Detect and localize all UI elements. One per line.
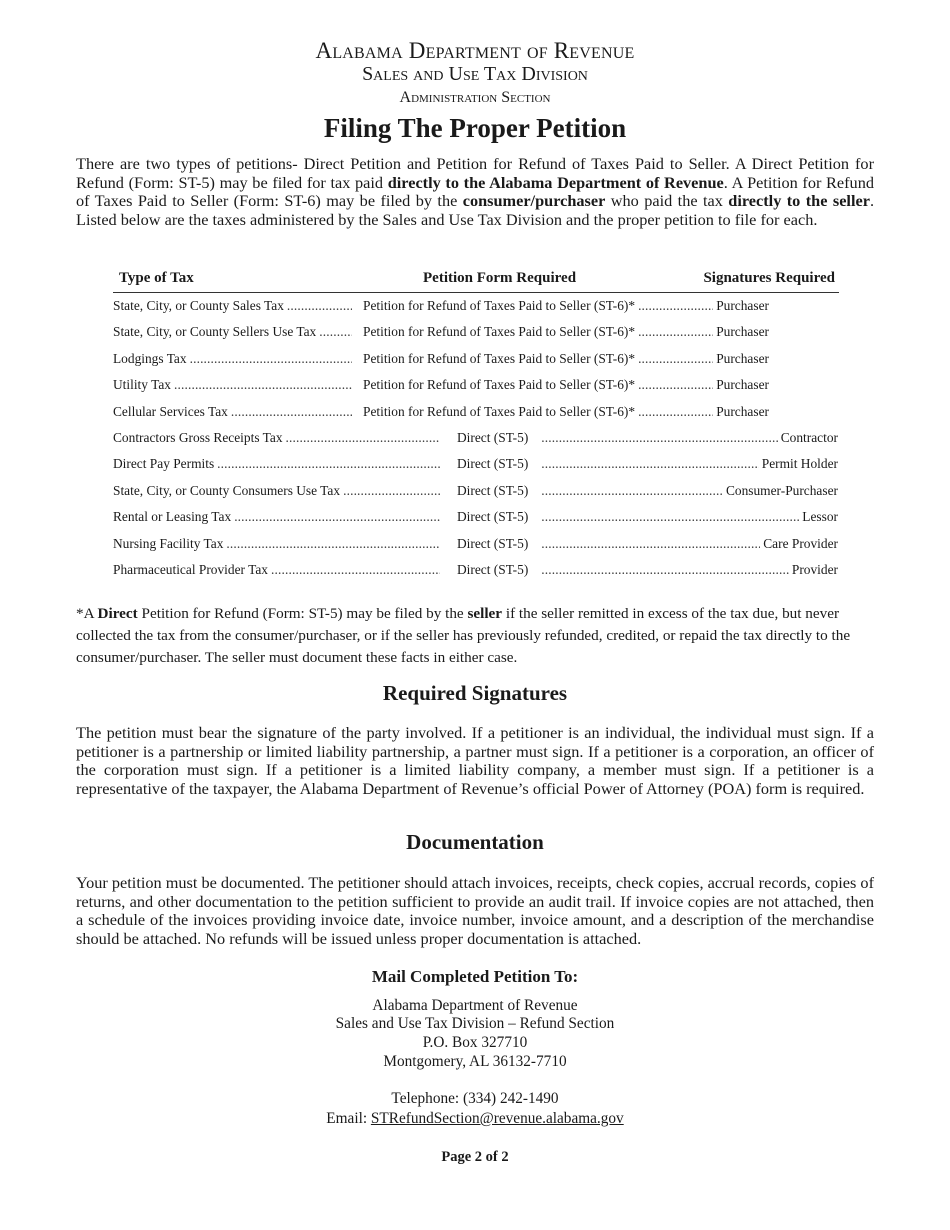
tax-type: Direct Pay Permits (113, 456, 215, 472)
tax-type: Lodgings Tax (113, 350, 187, 366)
header-petition-form: Petition Form Required (423, 270, 577, 286)
email-label: Email: (326, 1110, 371, 1127)
tax-type-cell (113, 349, 355, 369)
signature-required: Permit Holder (761, 456, 838, 472)
tax-type-cell (113, 428, 443, 448)
signature-required: Purchaser (716, 403, 769, 419)
tax-type: State, City, or County Sales Tax (113, 298, 284, 313)
petition-form-cell (363, 402, 769, 422)
dot-leader (541, 507, 799, 527)
dot-leader (226, 534, 440, 554)
agency-name: Alabama Department of Revenue (315, 38, 635, 63)
tax-type: State, City, or County Consumers Use Tax (113, 482, 341, 498)
dot-leader (190, 349, 352, 369)
dot-leader (638, 296, 713, 316)
signature-required: Provider (791, 562, 838, 577)
required-signatures-text: The petition must bear the signature of the party involved. If a petitioner is an individual, the individual must sign. If a petitioner is a partnership or limited liability partnership, a partner must sign. If a petitioner is a corporation, an officer of the corporation must sign. If a petitioner is a limited liability company, a member must sign. If a petitioner is a representative of the taxpayer, the Alabama Department of Revenue’s official Power of Attorney (POA) form is required. (76, 723, 874, 798)
table-row (113, 375, 839, 395)
petition-form-cell (363, 349, 769, 369)
dot-leader (271, 560, 440, 580)
header-signatures: Signatures Required (703, 270, 835, 286)
tax-type: Pharmaceutical Provider Tax (113, 562, 268, 577)
dot-leader (287, 296, 352, 316)
petition-form: Direct (ST-5) (457, 509, 529, 525)
dot-leader (541, 454, 758, 474)
petition-form-cell (363, 296, 769, 316)
table-row (113, 349, 839, 369)
petition-form-cell (457, 481, 838, 501)
tax-type-cell (113, 560, 443, 580)
petition-form: Petition for Refund of Taxes Paid to Seller (ST-6)* (363, 324, 636, 340)
dot-leader (217, 454, 440, 474)
petition-form: Direct (ST-5) (457, 535, 529, 551)
dot-leader (638, 349, 713, 369)
tax-type-cell (113, 534, 443, 554)
tax-type: Cellular Services Tax (113, 403, 228, 419)
signature-required: Purchaser (716, 324, 769, 340)
table-row (113, 560, 839, 580)
tax-type-cell (113, 481, 443, 501)
signature-required: Contractor (780, 430, 838, 445)
signature-required: Consumer-Purchaser (725, 482, 838, 498)
dot-leader (174, 375, 352, 395)
required-signatures-heading: Required Signatures (382, 681, 568, 705)
email-link[interactable]: STRefundSection@revenue.alabama.gov (370, 1110, 624, 1127)
dot-leader (231, 402, 352, 422)
dot-leader (638, 375, 713, 395)
signature-required: Purchaser (716, 298, 769, 313)
petition-form-cell (363, 375, 769, 395)
tax-type: Contractors Gross Receipts Tax (113, 430, 283, 445)
dot-leader (343, 481, 440, 501)
table-row (113, 296, 839, 316)
petition-form-cell (457, 534, 838, 554)
division-name: Sales and Use Tax Division (362, 63, 588, 85)
tax-type-cell (113, 296, 355, 316)
signature-required: Purchaser (716, 377, 769, 393)
petition-form-cell (457, 507, 838, 527)
petition-form: Direct (ST-5) (457, 456, 529, 472)
petition-form-cell (457, 428, 838, 448)
dot-leader (319, 322, 352, 342)
table-row (113, 402, 839, 422)
table-header (113, 270, 839, 293)
dot-leader (541, 560, 789, 580)
petition-form: Petition for Refund of Taxes Paid to Seller (ST-6)* (363, 377, 636, 393)
signature-required: Care Provider (763, 535, 838, 551)
documentation-text: Your petition must be documented. The petitioner should attach invoices, receipts, check copies, accrual records, copies of returns, and other documentation to the petition sufficient to provide an audit trail. If invoice copies are not attached, then a schedule of the invoices providing invoice date, invoice number, invoice amount, and a description of the merchandise should be attached. No refunds will be issued unless proper documentation is attached. (76, 873, 874, 948)
petition-form-cell (457, 560, 838, 580)
email-line (0, 1110, 950, 1128)
section-name: Administration Section (399, 89, 551, 106)
dot-leader (286, 428, 440, 448)
address-line-3: P.O. Box 327710 (422, 1034, 528, 1051)
intro-paragraph: There are two types of petitions- Direct Petition and Petition for Refund of Taxes Paid to Seller. A Direct Petition for Refund (Form: ST-5) may be filed for tax paid directly to the Alabama Department of Revenue. A Petition for Refund of Taxes Paid to Seller (Form: ST-6) may be filed by the consumer/purchaser who paid the tax directly to the seller. Listed below are the taxes administered by the Sales and Use Tax Division and the proper petition to file for each. (76, 154, 875, 229)
dot-leader (638, 322, 713, 342)
table-row (113, 454, 839, 474)
petition-form-cell (457, 454, 838, 474)
petition-form-cell (363, 322, 769, 342)
table-row (113, 507, 839, 527)
dot-leader (541, 481, 723, 501)
tax-type: Nursing Facility Tax (113, 535, 224, 551)
signature-required: Lessor (802, 509, 838, 525)
dot-leader (234, 507, 440, 527)
page-title: Filing The Proper Petition (323, 113, 627, 143)
tax-type-cell (113, 402, 355, 422)
address-line-4: Montgomery, AL 36132-7710 (383, 1053, 567, 1070)
tax-type: Utility Tax (113, 377, 171, 393)
footnote: *A Direct Petition for Refund (Form: ST-5) may be filed by the seller if the seller remitted in excess of the tax due, but never collected the tax from the consumer/purchaser, or if the seller has previously refunded, credited, or repaid the tax directly to the consumer/purchaser. The seller must document these facts in either case. (76, 605, 851, 666)
telephone: Telephone: (334) 242-1490 (391, 1090, 559, 1107)
petition-form: Petition for Refund of Taxes Paid to Seller (ST-6)* (363, 403, 636, 419)
dot-leader (638, 402, 713, 422)
petition-form: Petition for Refund of Taxes Paid to Seller (ST-6)* (363, 298, 636, 313)
address-line-2: Sales and Use Tax Division – Refund Section (335, 1015, 615, 1032)
table-row (113, 534, 839, 554)
dot-leader (541, 534, 760, 554)
tax-type-cell (113, 375, 355, 395)
petition-form: Direct (ST-5) (457, 562, 529, 577)
petition-form: Direct (ST-5) (457, 430, 529, 445)
tax-type: Rental or Leasing Tax (113, 509, 232, 525)
documentation-heading: Documentation (406, 830, 544, 854)
header-type-of-tax: Type of Tax (119, 270, 194, 286)
page-number: Page 2 of 2 (441, 1149, 509, 1165)
petition-form: Direct (ST-5) (457, 482, 529, 498)
tax-type: State, City, or County Sellers Use Tax (113, 324, 317, 340)
mail-heading: Mail Completed Petition To: (371, 967, 579, 986)
petition-form: Petition for Refund of Taxes Paid to Seller (ST-6)* (363, 350, 636, 366)
table-row (113, 481, 839, 501)
dot-leader (541, 428, 777, 448)
table-row (113, 428, 839, 448)
address-line-1: Alabama Department of Revenue (372, 997, 578, 1014)
table-row (113, 322, 839, 342)
signature-required: Purchaser (716, 350, 769, 366)
tax-type-cell (113, 507, 443, 527)
tax-type-cell (113, 454, 443, 474)
tax-type-cell (113, 322, 355, 342)
